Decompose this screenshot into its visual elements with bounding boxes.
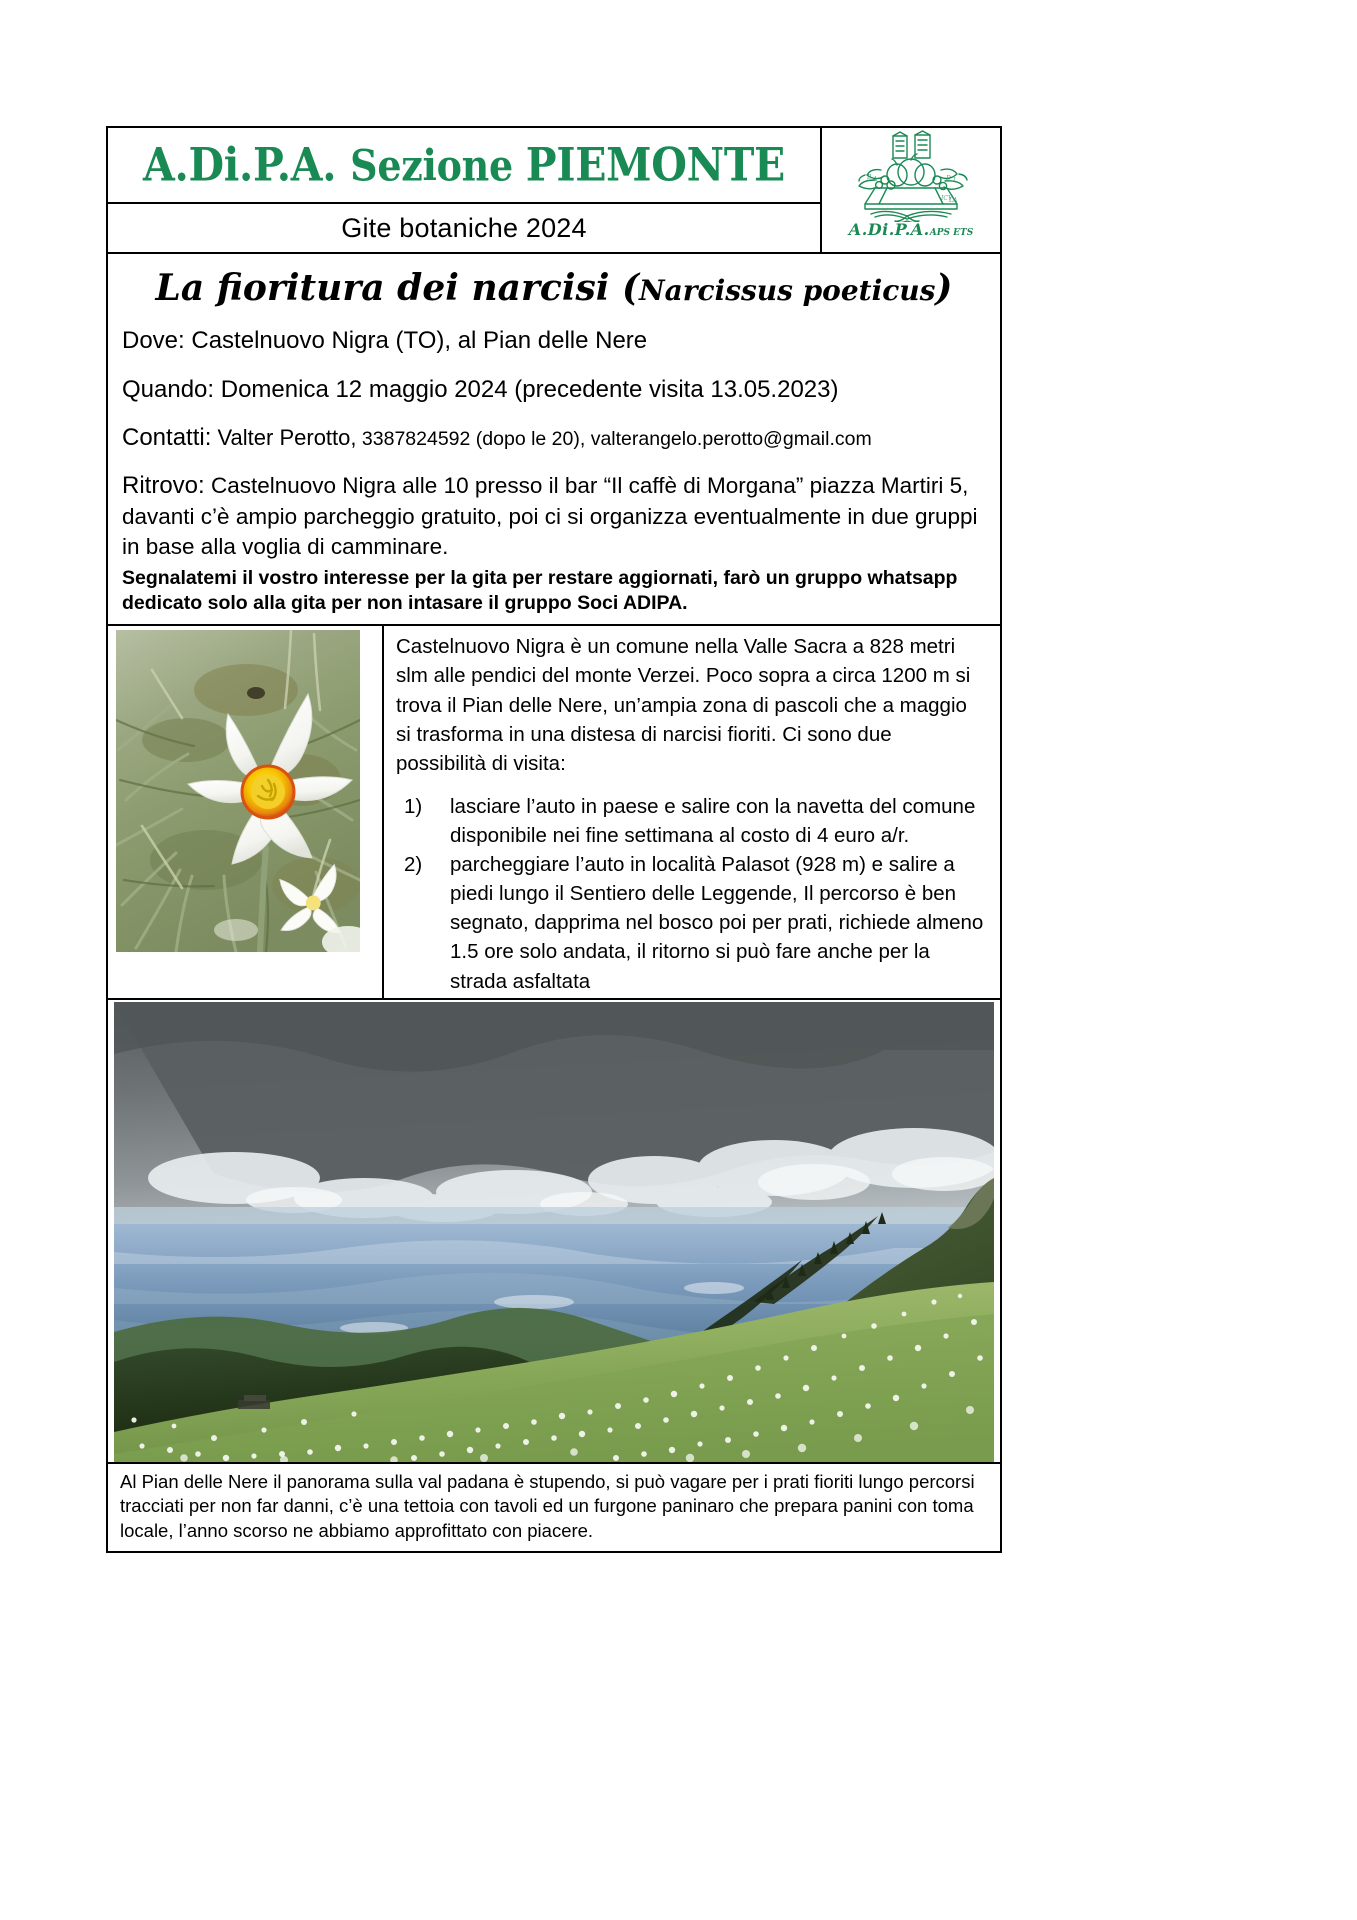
ritrovo-label: Ritrovo: xyxy=(122,471,205,499)
brand-word-sezione: Sezione xyxy=(350,140,526,191)
dove-value: Castelnuovo Nigra (TO), al Pian delle Nere xyxy=(184,327,648,355)
info-line-contatti xyxy=(122,422,986,454)
logo-caption-main: A.Di.P.A. xyxy=(848,220,930,239)
quando-label: Quando: xyxy=(122,375,215,403)
logo-caption-suffix: APS ETS xyxy=(929,228,974,238)
svg-text:D: D xyxy=(946,175,951,182)
contatti-label: Contatti: xyxy=(122,423,212,451)
list-item xyxy=(396,792,986,850)
page-title-close: ) xyxy=(935,267,953,309)
logo-caption xyxy=(849,220,973,239)
svg-text:I: I xyxy=(953,177,956,184)
event-info-block xyxy=(108,254,1000,626)
info-line-ritrovo xyxy=(122,470,986,562)
header-band xyxy=(108,128,1000,254)
page-title xyxy=(122,268,986,309)
landscape-photo-cell xyxy=(108,1000,1000,1464)
info-line-dove xyxy=(122,325,986,357)
description-cell xyxy=(384,626,1000,997)
narcissus-poeticus-flower-photo xyxy=(116,630,360,952)
brand-region: PIEMONTE xyxy=(525,138,785,192)
header-left-column xyxy=(108,128,822,252)
flyer-container xyxy=(106,126,1002,1553)
header-logo-column xyxy=(822,128,1000,252)
list-item-text: lasciare l’auto in paese e salire con la navetta del comune disponibile nei fine settimana al costo di 4 euro a/r. xyxy=(450,794,976,847)
quando-value: Domenica 12 maggio 2024 (precedente visita 13.05.2023) xyxy=(214,375,839,403)
contatti-details[interactable]: 3387824592 (dopo le 20), valterangelo.perotto@gmail.com xyxy=(356,427,872,450)
svg-text:A: A xyxy=(873,176,878,183)
description-paragraph: Castelnuovo Nigra è un comune nella Valle Sacra a 828 metri slm alle pendici del monte Verzei. Poco sopra a circa 1200 m si trova il Pian delle Nere, un’ampia zona di pascoli che a maggio si trasforma in una distesa di narcisi fioriti. Ci sono due possibilità di visita: xyxy=(396,635,971,775)
svg-text:ICV: ICV xyxy=(941,195,953,202)
svg-text:LA: LA xyxy=(949,197,958,204)
contatti-name: Valter Perotto, xyxy=(211,424,357,450)
brand-cell xyxy=(108,128,820,204)
pian-delle-nere-panorama-photo xyxy=(114,1002,994,1462)
photo-caption-text: Al Pian delle Nere il panorama sulla val padana è stupendo, si può vagare per i prati fioriti lungo percorsi tracciati per non far danni, c’è una tettoia con tavoli ed un furgone paninaro che prepara panini con toma locale, l’anno scorso ne abbiamo approfittato con piacere. xyxy=(120,1470,975,1541)
list-item xyxy=(396,850,986,996)
list-item-number: 2) xyxy=(404,853,423,877)
visit-options-list xyxy=(396,792,986,996)
subtitle-text: Gite botaniche 2024 xyxy=(341,212,587,243)
flower-photo-cell xyxy=(108,626,384,997)
dove-label: Dove: xyxy=(122,327,185,355)
info-line-quando xyxy=(122,374,986,406)
page-title-scientific: Narcissus poeticus xyxy=(639,274,936,307)
adipa-fruit-basket-logo-icon xyxy=(845,130,977,222)
whatsapp-notice: Segnalatemi il vostro interesse per la gita per restare aggiornati, farò un gruppo whatsapp dedicato solo alla gita per non intasare il gruppo Soci ADIPA. xyxy=(122,566,958,614)
brand-acronym: A.Di.P.A. xyxy=(143,138,351,192)
list-item-number: 1) xyxy=(404,794,423,818)
organization-title xyxy=(143,138,785,192)
list-item-text: parcheggiare l’auto in località Palasot (928 m) e salire a piedi lungo il Sentiero delle Leggende, Il percorso è ben segnato, dapprima nel bosco poi per prati, richiede almeno 1.5 ore solo andata, il ritorno si può fare anche per la strada asfaltata xyxy=(450,853,984,993)
svg-text:B: B xyxy=(867,174,872,181)
ritrovo-value: Castelnuovo Nigra alle 10 presso il bar “Il caffè di Morgana” piazza Martiri 5, davanti c’è ampio parcheggio gratuito, poi ci si organizza eventualmente in due gruppi in base alla voglia di camminare. xyxy=(122,472,978,559)
photo-caption-cell xyxy=(108,1464,1000,1552)
flower-and-description-row xyxy=(108,626,1000,999)
page-title-main: La fioritura dei narcisi ( xyxy=(155,267,640,309)
subtitle-cell xyxy=(108,204,820,252)
